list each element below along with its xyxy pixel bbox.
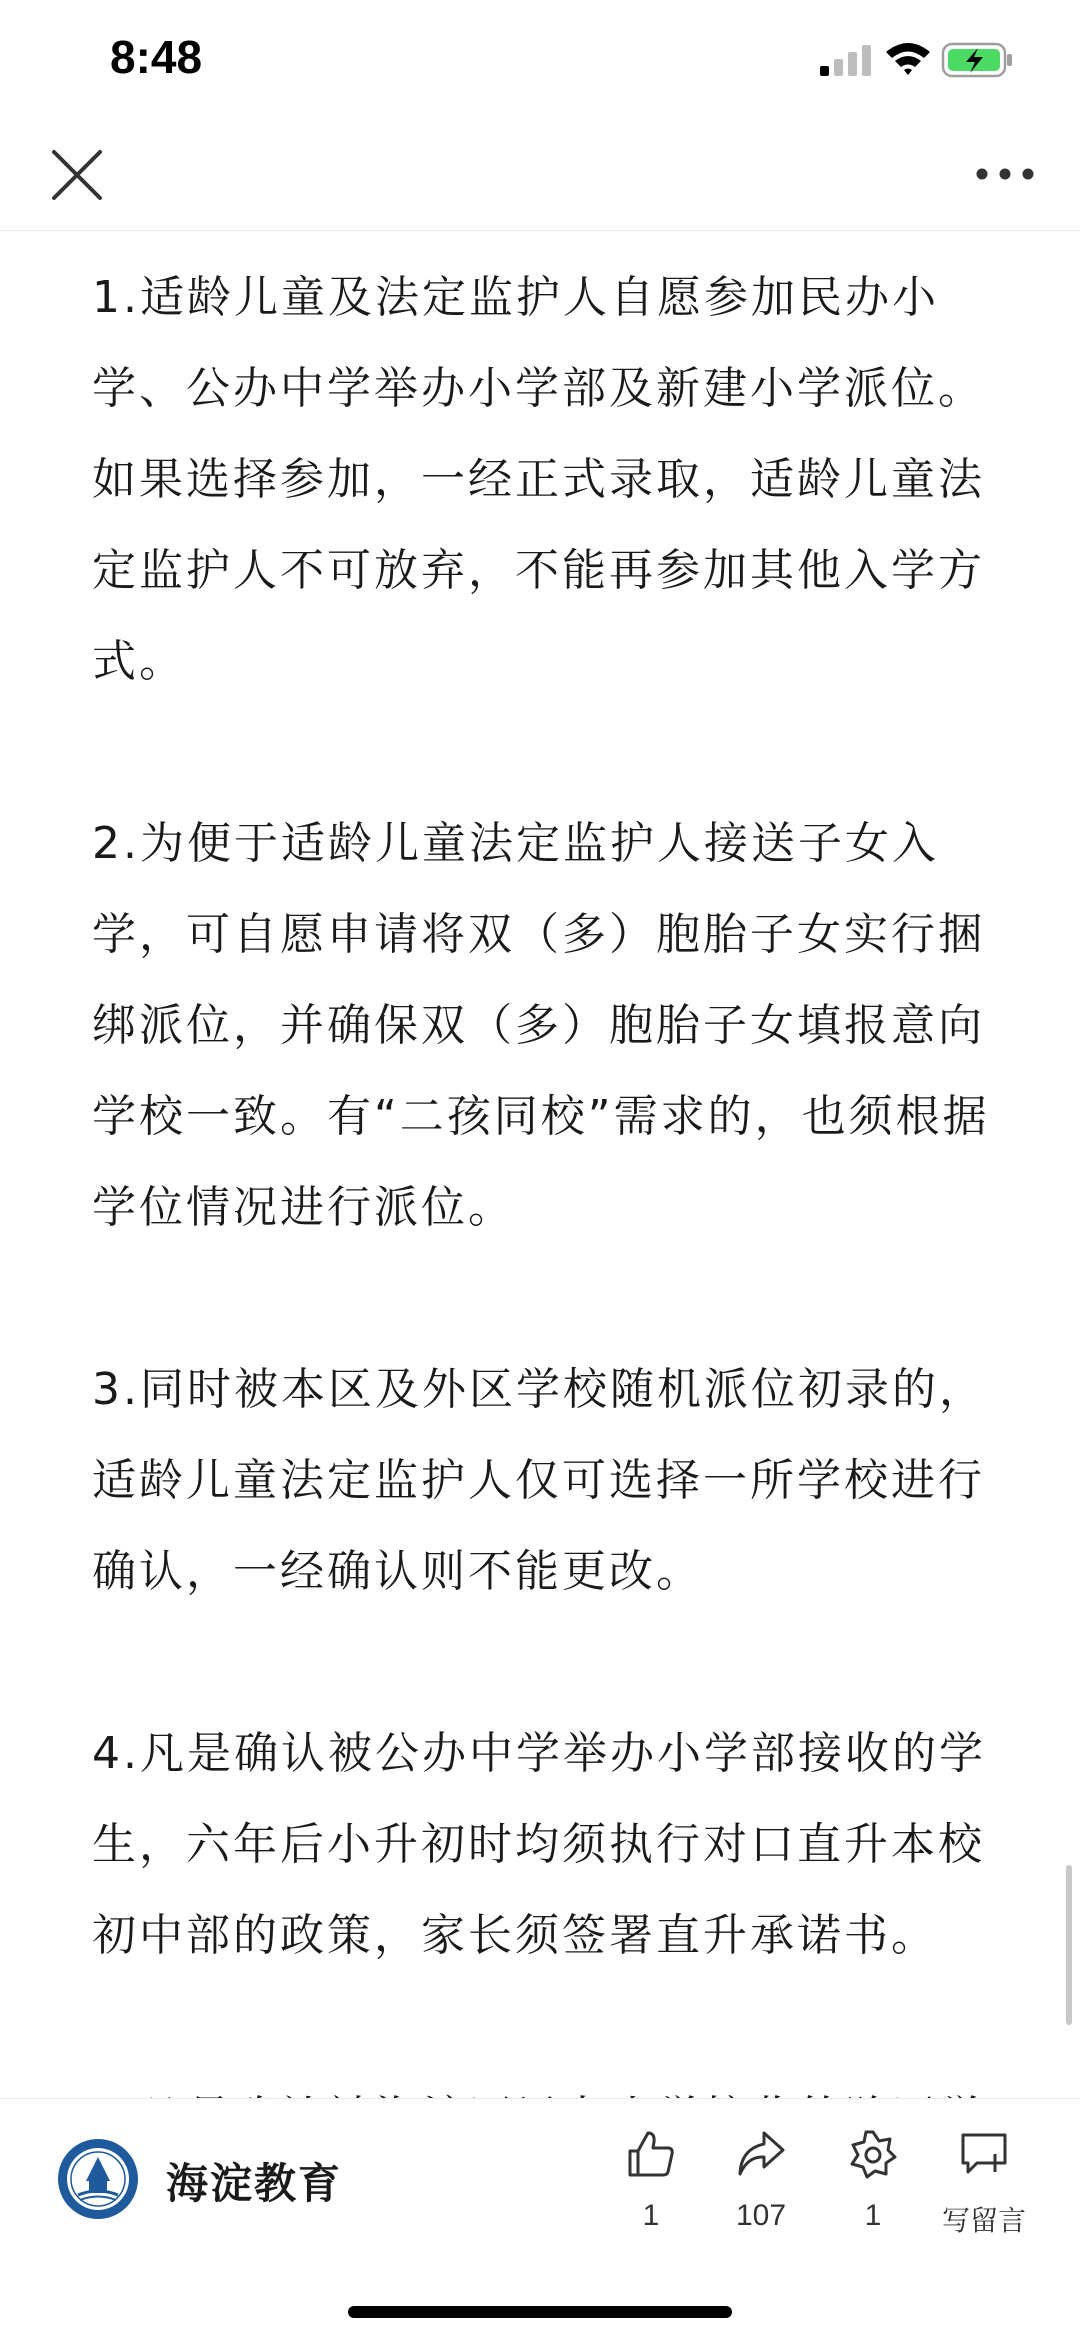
home-indicator[interactable] — [348, 2306, 732, 2318]
scroll-indicator[interactable] — [1066, 1865, 1072, 2025]
battery-charging-icon — [942, 42, 1014, 78]
article-paragraph-4: 4.凡是确认被公办中学举办小学部接收的学生，六年后小升初时均须执行对口直升本校初中部的政策，家长须签署直升承诺书。 — [92, 1728, 986, 1961]
article-paragraph-2: 2.为便于适龄儿童法定监护人接送子女入学，可自愿申请将双（多）胞胎子女实行捆绑派位，并确保双（多）胞胎子女填报意向学校一致。有“二孩同校”需求的，也须根据学位情况进行派位。 — [92, 818, 990, 1233]
nav-bar — [0, 120, 1080, 231]
wifi-icon — [884, 40, 932, 76]
write-comment-button[interactable] — [924, 2129, 1044, 2249]
share-button[interactable] — [701, 2129, 821, 2249]
status-bar — [0, 0, 1080, 120]
comment-plus-icon — [959, 2129, 1009, 2179]
article-paragraph-3: 3.同时被本区及外区学校随机派位初录的，适龄儿童法定监护人仅可选择一所学校进行确认，一经确认则不能更改。 — [92, 1364, 986, 1597]
status-time: 8:48 — [110, 31, 203, 83]
share-count: 107 — [735, 2199, 787, 2232]
wow-count: 1 — [864, 2199, 882, 2232]
like-count: 1 — [642, 2199, 660, 2232]
account-name[interactable]: 海淀教育 — [166, 2159, 343, 2208]
close-icon[interactable] — [48, 146, 106, 204]
thumbs-up-icon — [626, 2129, 676, 2179]
bottom-action-bar — [0, 2098, 1080, 2338]
cellular-signal-icon — [818, 44, 874, 76]
article-paragraph-1: 1.适龄儿童及法定监护人自愿参加民办小学、公办中学举办小学部及新建小学派位。如果选择参加，一经正式录取，适龄儿童法定监护人不可放弃，不能再参加其他入学方式。 — [92, 272, 985, 687]
write-comment-label: 写留言 — [941, 2204, 1026, 2237]
account-logo-icon[interactable] — [56, 2137, 140, 2221]
more-options-icon[interactable] — [970, 154, 1040, 194]
article-body — [0, 230, 1080, 2098]
wow-button[interactable] — [813, 2129, 933, 2249]
share-arrow-icon — [736, 2129, 786, 2179]
like-button[interactable] — [591, 2129, 711, 2249]
wow-flower-icon — [848, 2129, 898, 2179]
